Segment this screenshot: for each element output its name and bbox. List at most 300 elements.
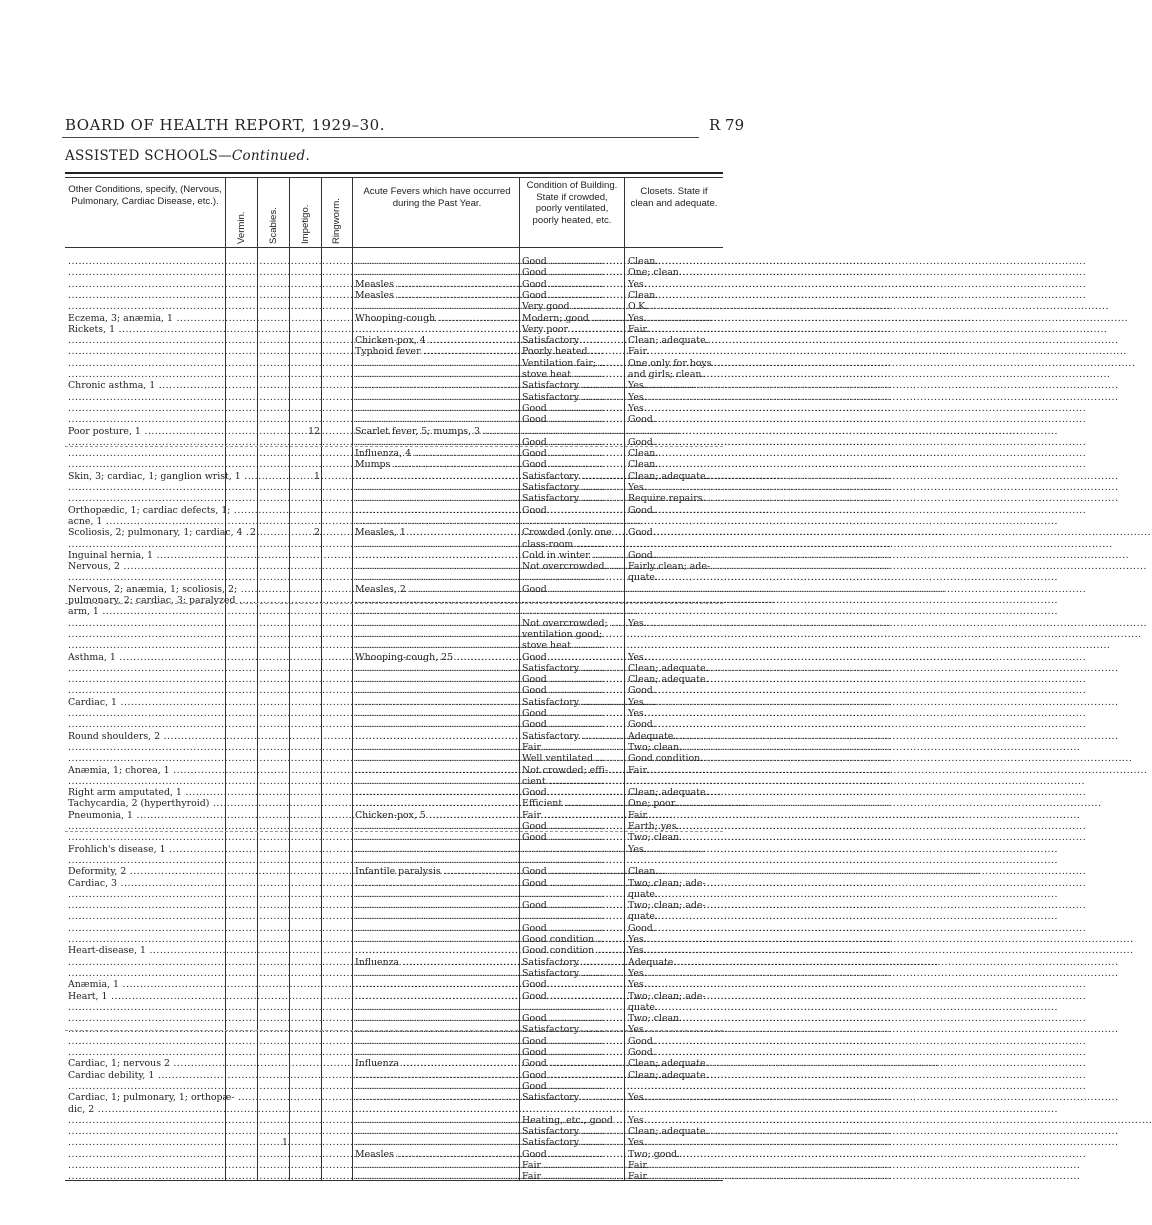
cell-fevers — [355, 765, 517, 776]
cell-building: Satisfactory ..... — [522, 1024, 622, 1035]
cell-other: pulmonary, 2; cardiac, 3; paralyzed ..... — [68, 595, 223, 606]
cell-building: Good ..... — [522, 685, 622, 696]
cell-fevers — [355, 618, 517, 629]
cell-fevers — [355, 1092, 517, 1103]
cell-closets: Clean. — [628, 448, 659, 460]
cell-closets: Yes. — [628, 843, 647, 855]
table-row — [0, 765, 800, 777]
cell-fevers: Influenza, 4 ..... — [355, 448, 517, 459]
cell-building: Good ..... — [522, 866, 622, 877]
cell-other — [68, 753, 223, 764]
table-row — [0, 968, 800, 980]
cell-building: Crowded (only one ..... — [522, 527, 622, 538]
cell-building: Good ..... — [522, 1013, 622, 1024]
cell-fevers: Typhoid fever ..... — [355, 346, 517, 357]
table-row — [0, 787, 800, 799]
cell-other — [68, 369, 223, 380]
col-header-other: Other Conditions, specify, (Nervous, Pulmonary, Cardiac Disease, etc.). — [68, 184, 222, 207]
col-header-ringworm: Ringworm. — [331, 198, 342, 244]
cell-fevers — [355, 855, 517, 866]
table-row — [0, 1070, 800, 1082]
cell-other: acne, 1 ..... — [68, 516, 223, 527]
table-row — [0, 1036, 800, 1048]
cell-other — [68, 1115, 223, 1126]
cell-fevers: Chicken-pox, 5 ..... — [355, 810, 517, 821]
cell-other — [68, 459, 223, 470]
cell-closets: Yes. — [628, 708, 647, 719]
cell-closets: Fair. — [628, 809, 649, 821]
cell-fevers — [355, 471, 517, 482]
cell-fevers — [355, 1115, 517, 1126]
cell-closets: Two; clean; ade- — [628, 990, 706, 1002]
cell-building: Satisfactory ..... — [522, 1092, 622, 1103]
cell-fevers — [355, 572, 517, 583]
table-row — [0, 572, 800, 584]
cell-building: Good ..... — [522, 832, 622, 843]
cell-other — [68, 403, 223, 414]
cell-closets: Yes. — [628, 945, 647, 957]
cell-building: Good ..... — [522, 584, 622, 595]
cell-building — [522, 889, 622, 900]
cell-closets: Clean; adequate. — [628, 674, 709, 686]
cell-building: Satisfactory ..... — [522, 380, 622, 391]
table-row — [0, 731, 800, 743]
cell-fevers: Measles, 2 ..... — [355, 584, 517, 595]
cell-closets: Clean; adequate. — [628, 787, 709, 799]
cell-other — [68, 414, 223, 425]
cell-closets: Two; clean; ade- — [628, 900, 706, 912]
table-row — [0, 358, 800, 370]
cell-other: Chronic asthma, 1 ..... — [68, 380, 223, 391]
table-row — [0, 900, 800, 912]
cell-other — [68, 493, 223, 504]
cell-fevers — [355, 1002, 517, 1013]
cell-fevers — [355, 1137, 517, 1148]
table-row — [0, 595, 800, 607]
cell-fevers — [355, 516, 517, 527]
cell-closets: Clean; adequate. — [628, 335, 709, 347]
cell-fevers — [355, 1081, 517, 1092]
cell-closets: Clean. — [628, 256, 659, 267]
cell-fevers — [355, 753, 517, 764]
cell-closets: Two; clean; ade- — [628, 877, 706, 889]
cell-fevers — [355, 369, 517, 380]
cell-building — [522, 911, 622, 922]
cell-building: Good ..... — [522, 414, 622, 425]
cell-closets: Yes. — [628, 651, 647, 663]
cell-other: Nervous, 2 ..... — [68, 561, 223, 572]
cell-closets: Yes. — [628, 967, 647, 979]
table-row — [0, 798, 800, 810]
cell-fevers — [355, 697, 517, 708]
cell-other — [68, 290, 223, 301]
cell-building: Fair ..... — [522, 1160, 622, 1171]
table-row — [0, 335, 800, 347]
cell-building: Good ..... — [522, 991, 622, 1002]
cell-other — [68, 346, 223, 357]
cell-fevers: Infantile paralysis ..... — [355, 866, 517, 877]
cell-closets: Yes. — [628, 934, 647, 945]
table-row — [0, 1047, 800, 1059]
group-separator — [65, 831, 723, 832]
cell-other: Nervous, 2; anæmia, 1; scoliosis, 2; ..... — [68, 584, 223, 595]
cell-impetigo: 12 — [308, 425, 320, 437]
cell-fevers — [355, 923, 517, 934]
table-row — [0, 539, 800, 551]
cell-fevers: Measles ..... — [355, 279, 517, 290]
col-header-vermin: Vermin. — [236, 211, 247, 244]
cell-closets: One; poor. — [628, 798, 678, 810]
cell-building: Not overcrowded; ..... — [522, 618, 622, 629]
cell-other — [68, 358, 223, 369]
cell-building: Satisfactory ..... — [522, 482, 622, 493]
cell-fevers — [355, 708, 517, 719]
header-rule — [62, 137, 699, 138]
cell-other: Pneumonia, 1 ..... — [68, 810, 223, 821]
table-row — [0, 979, 800, 991]
cell-fevers: Measles, 1 ..... — [355, 527, 517, 538]
cell-closets: Clean. — [628, 459, 659, 471]
table-bottom-rule — [65, 1180, 723, 1181]
cell-closets: Yes. — [628, 380, 647, 392]
cell-closets: quate. — [628, 911, 658, 923]
cell-fevers — [355, 380, 517, 391]
cell-closets: O.K. — [628, 301, 649, 313]
cell-impetigo: 1 — [314, 470, 320, 482]
cell-other: Cardiac, 1; pulmonary, 1; orthopæ- ..... — [68, 1092, 223, 1103]
table-row — [0, 1104, 800, 1116]
cell-closets: Yes. — [628, 278, 647, 290]
cell-closets: Yes. — [628, 979, 647, 991]
cell-other — [68, 539, 223, 550]
cell-fevers — [355, 550, 517, 561]
cell-closets: Clean; adequate. — [628, 470, 709, 482]
cell-fevers — [355, 267, 517, 278]
table-row — [0, 301, 800, 313]
cell-closets: Good. — [628, 527, 656, 539]
cell-other — [68, 448, 223, 459]
table-row — [0, 516, 800, 528]
cell-other: Frohlich's disease, 1 ..... — [68, 844, 223, 855]
cell-fevers — [355, 742, 517, 753]
cell-building — [522, 572, 622, 583]
cell-fevers — [355, 595, 517, 606]
cell-other: Anæmia, 1 ..... — [68, 979, 223, 990]
cell-building: Good ..... — [522, 900, 622, 911]
table-row — [0, 991, 800, 1003]
table-row — [0, 459, 800, 471]
cell-building: class-room ..... — [522, 539, 622, 550]
cell-building: Not overcrowded. ..... — [522, 561, 622, 572]
table-row — [0, 719, 800, 731]
cell-other — [68, 674, 223, 685]
cell-fevers — [355, 358, 517, 369]
cell-building: Good ..... — [522, 459, 622, 470]
cell-fevers — [355, 539, 517, 550]
cell-closets: Fair. — [628, 1171, 649, 1183]
page-header-left: BOARD OF HEALTH REPORT, 1929–30. — [65, 116, 385, 134]
group-separator — [65, 1030, 723, 1031]
cell-other — [68, 335, 223, 346]
table-row — [0, 697, 800, 709]
table-row — [0, 911, 800, 923]
cell-fevers — [355, 1160, 517, 1171]
table-row — [0, 776, 800, 788]
cell-other — [68, 855, 223, 866]
cell-closets: Fair. — [628, 764, 649, 776]
cell-other: Eczema, 3; anæmia, 1 ..... — [68, 313, 223, 324]
cell-building: cient ..... — [522, 776, 622, 787]
cell-building — [522, 855, 622, 866]
cell-closets: Fair. — [628, 1160, 649, 1171]
cell-other: Right arm amputated, 1 ..... — [68, 787, 223, 798]
cell-closets: Good. — [628, 922, 656, 934]
cell-closets: Good. — [628, 436, 656, 448]
table-row — [0, 629, 800, 641]
cell-fevers — [355, 934, 517, 945]
cell-building: Good ..... — [522, 979, 622, 990]
cell-building: Satisfactory ..... — [522, 392, 622, 403]
cell-other: arm, 1 ..... — [68, 606, 223, 617]
cell-other — [68, 832, 223, 843]
table-row — [0, 618, 800, 630]
table-row — [0, 279, 800, 291]
cell-vermin: 2 — [250, 527, 256, 539]
cell-closets: Clean; adequate. — [628, 1069, 709, 1081]
table-row — [0, 1002, 800, 1014]
cell-closets: Good condition. — [628, 753, 704, 765]
cell-fevers — [355, 1126, 517, 1137]
cell-other — [68, 267, 223, 278]
cell-building: Good ..... — [522, 923, 622, 934]
cell-closets: Good. — [628, 414, 656, 426]
cell-building: Good ..... — [522, 267, 622, 278]
cell-fevers: Whooping-cough, 25 ..... — [355, 652, 517, 663]
table-row — [0, 923, 800, 935]
group-separator — [65, 446, 723, 447]
cell-other: Cardiac, 1 ..... — [68, 697, 223, 708]
cell-closets: Adequate. — [628, 730, 677, 742]
cell-other — [68, 900, 223, 911]
cell-fevers — [355, 561, 517, 572]
cell-closets: One only for boys — [628, 357, 712, 369]
cell-other: Cardiac debility, 1 ..... — [68, 1070, 223, 1081]
cell-building: Good ..... — [522, 279, 622, 290]
cell-building: Good ..... — [522, 1036, 622, 1047]
cell-building: Satisfactory ..... — [522, 968, 622, 979]
cell-fevers — [355, 403, 517, 414]
table-row — [0, 1137, 800, 1149]
cell-other — [68, 889, 223, 900]
cell-other — [68, 1013, 223, 1024]
cell-closets: and girls; clean. — [628, 369, 705, 380]
table-row — [0, 855, 800, 867]
cell-fevers — [355, 979, 517, 990]
cell-building: Good ..... — [522, 1070, 622, 1081]
table-row — [0, 810, 800, 822]
cell-other: Heart-disease, 1 ..... — [68, 945, 223, 956]
cell-other — [68, 1002, 223, 1013]
table-row — [0, 640, 800, 652]
cell-other: Skin, 3; cardiac, 1; ganglion wrist, 1 ..... — [68, 471, 223, 482]
cell-fevers — [355, 392, 517, 403]
table-row — [0, 1171, 800, 1183]
table-row — [0, 584, 800, 596]
section-title-main: ASSISTED SCHOOLS— — [65, 148, 232, 164]
cell-scabies: 1 — [282, 1137, 288, 1149]
cell-fevers — [355, 1047, 517, 1058]
cell-building: Good ..... — [522, 674, 622, 685]
cell-fevers — [355, 731, 517, 742]
table-row — [0, 482, 800, 494]
col-header-scabies: Scabies. — [268, 207, 279, 244]
cell-building: Satisfactory ..... — [522, 731, 622, 742]
table-row — [0, 832, 800, 844]
cell-fevers: Measles ..... — [355, 290, 517, 301]
cell-building: Good ..... — [522, 719, 622, 730]
cell-building: stove heat ..... — [522, 640, 622, 651]
cell-closets: Clean; adequate. — [628, 1126, 709, 1138]
cell-other — [68, 776, 223, 787]
cell-building: Poorly heated ..... — [522, 346, 622, 357]
cell-fevers — [355, 324, 517, 335]
cell-fevers — [355, 719, 517, 730]
table-row — [0, 505, 800, 517]
cell-building: Good ..... — [522, 403, 622, 414]
table-row — [0, 606, 800, 618]
table-row — [0, 1058, 800, 1070]
cell-other — [68, 279, 223, 290]
cell-building: Efficient ..... — [522, 798, 622, 809]
cell-fevers — [355, 911, 517, 922]
table-row — [0, 369, 800, 381]
cell-closets: Clean; adequate. — [628, 1058, 709, 1070]
col-header-building: Condition of Building. State if crowded, poorly ventilated, poorly heated, etc. — [526, 180, 618, 226]
cell-building: Good condition ..... — [522, 934, 622, 945]
cell-closets: Yes. — [628, 1114, 647, 1126]
cell-building: Good ..... — [522, 652, 622, 663]
cell-other — [68, 1137, 223, 1148]
cell-other — [68, 618, 223, 629]
cell-fevers: Influenza ..... — [355, 957, 517, 968]
cell-fevers — [355, 945, 517, 956]
cell-building — [522, 844, 622, 855]
cell-other — [68, 742, 223, 753]
table-row — [0, 742, 800, 754]
cell-building: Satisfactory ..... — [522, 335, 622, 346]
cell-closets: Good. — [628, 719, 656, 731]
cell-building: Ventilation fair; ..... — [522, 358, 622, 369]
col-header-closets: Closets. State if clean and adequate. — [630, 186, 718, 209]
cell-building: Good ..... — [522, 708, 622, 719]
cell-other: Poor posture, 1 ..... — [68, 426, 223, 437]
cell-building: Very good ..... — [522, 301, 622, 312]
cell-other — [68, 911, 223, 922]
cell-closets: Clean. — [628, 866, 659, 878]
header-separator — [65, 247, 723, 248]
cell-closets: Earth; yes. — [628, 821, 680, 832]
cell-building: Good ..... — [522, 878, 622, 889]
cell-building: Good ..... — [522, 1081, 622, 1092]
cell-building: Satisfactory ..... — [522, 493, 622, 504]
table-row — [0, 957, 800, 969]
table-row — [0, 527, 800, 539]
table-row — [0, 290, 800, 302]
cell-closets: Yes. — [628, 617, 647, 629]
cell-other — [68, 1081, 223, 1092]
cell-closets: quate. — [628, 572, 658, 584]
table-row — [0, 1081, 800, 1093]
cell-closets: Require repairs. — [628, 493, 706, 505]
cell-other — [68, 1126, 223, 1137]
cell-closets: Adequate. — [628, 956, 677, 968]
cell-closets: Good. — [628, 504, 656, 516]
cell-other — [68, 923, 223, 934]
table-row — [0, 1115, 800, 1127]
table-row — [0, 392, 800, 404]
cell-fevers — [355, 1104, 517, 1115]
table-row — [0, 550, 800, 562]
table-top-rule — [65, 172, 723, 174]
cell-building: Good ..... — [522, 256, 622, 267]
cell-closets: Yes. — [628, 402, 647, 414]
cell-fevers — [355, 1036, 517, 1047]
section-title — [65, 148, 310, 164]
cell-building — [522, 426, 622, 437]
cell-building: Good ..... — [522, 787, 622, 798]
cell-closets: Two; good. — [628, 1148, 680, 1160]
cell-closets: Yes. — [628, 1137, 647, 1149]
cell-fevers: Chicken-pox, 4 ..... — [355, 335, 517, 346]
cell-building — [522, 606, 622, 617]
cell-closets: Two; clean. — [628, 832, 683, 844]
cell-closets: Fairly clean; ade- — [628, 561, 711, 573]
cell-other: Heart, 1 ..... — [68, 991, 223, 1002]
table-row — [0, 346, 800, 358]
cell-other — [68, 301, 223, 312]
col-header-impetigo: Impetigo. — [300, 204, 311, 244]
cell-building: Good ..... — [522, 290, 622, 301]
cell-closets: Yes. — [628, 482, 647, 493]
cell-other: Orthopædic, 1; cardiac defects, 1; ..... — [68, 505, 223, 516]
cell-fevers — [355, 482, 517, 493]
table-row — [0, 324, 800, 336]
cell-closets: Two; clean. — [628, 741, 683, 753]
cell-fevers — [355, 776, 517, 787]
cell-other — [68, 957, 223, 968]
cell-other: Tachycardia, 2 (hyperthyroid) ..... — [68, 798, 223, 809]
cell-other — [68, 1160, 223, 1171]
cell-closets: Yes. — [628, 391, 647, 403]
cell-impetigo: 2 — [314, 527, 320, 539]
cell-building: Fair ..... — [522, 810, 622, 821]
cell-closets: Two; clean. — [628, 1013, 683, 1025]
cell-fevers — [355, 787, 517, 798]
cell-fevers — [355, 900, 517, 911]
cell-closets: Yes. — [628, 1024, 647, 1036]
table-row — [0, 414, 800, 426]
cell-fevers — [355, 606, 517, 617]
table-row — [0, 652, 800, 664]
cell-fevers: Whooping-cough ..... — [355, 313, 517, 324]
cell-closets: Yes. — [628, 1092, 647, 1104]
table-row — [0, 844, 800, 856]
cell-fevers: Mumps ..... — [355, 459, 517, 470]
table-row — [0, 674, 800, 686]
cell-fevers — [355, 493, 517, 504]
cell-other — [68, 1036, 223, 1047]
cell-other: Asthma, 1 ..... — [68, 652, 223, 663]
